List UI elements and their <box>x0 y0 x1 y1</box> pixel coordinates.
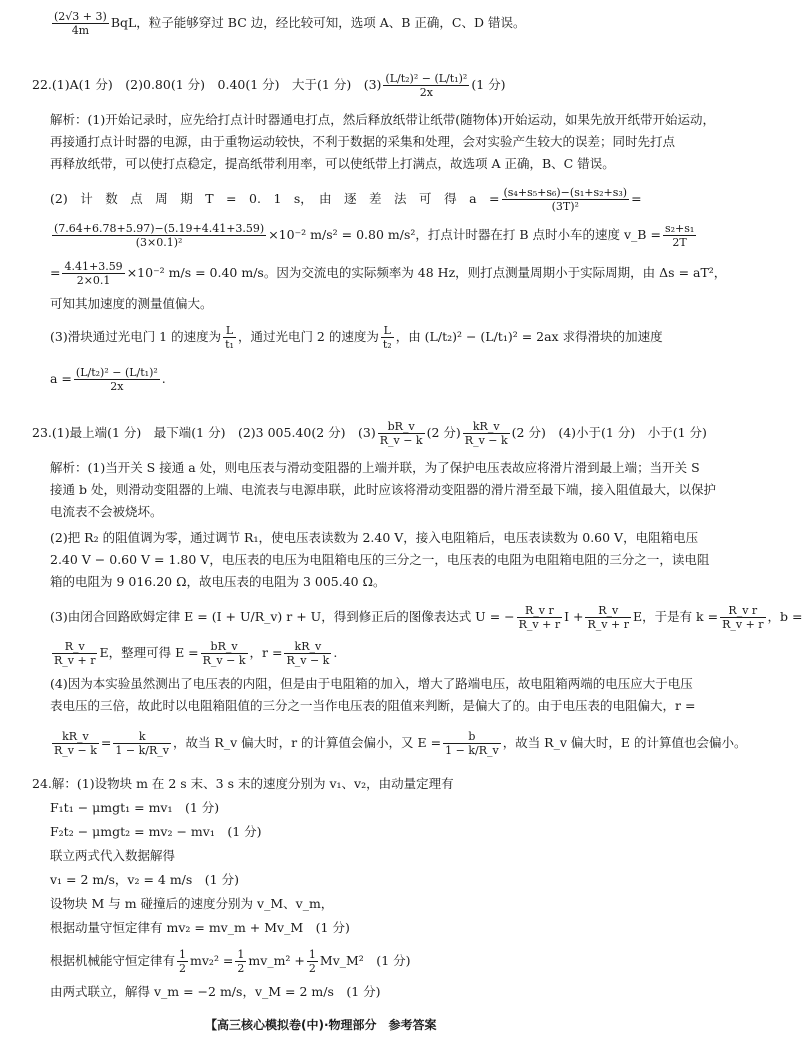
q22-p1: 解析：(1)开始记录时，应先给打点计时器通电打点，然后释放纸带让纸带(随物体)开始运动，如果先放开纸带开始运动， <box>50 112 715 127</box>
fraction: $\frac{\text{(L/t₂)² − (L/t₁)²}}{2x}$ <box>385 72 468 99</box>
q24-l4: 联立两式代入数据解得 <box>50 848 176 863</box>
q23-p7: (3)由闭合回路欧姆定律 E = (I + U/R_v) r + U，得到修正后的图像表达式 U = − $\frac{\text{R\_v r}}{R\_v + r}$ I + $\frac{R\_v}{R\_v + r}$ E，于是有 k = $\frac{\text{R\_v r}}{R\_v + r}$ ，b = <box>50 604 803 631</box>
fraction: $\frac{bR\_v}{R\_v - k}$ <box>379 420 423 447</box>
fraction: $\frac{b}{1 - k/R\_v}$ <box>445 730 499 757</box>
fraction: $\frac{kR\_v}{R\_v - k}$ <box>54 730 97 757</box>
q23-p9: (4)因为本实验虽然测出了电压表的内阻，但是由于电阻箱的加入，增大了路端电压，故电阻箱两端的电压应大于电压 <box>50 676 693 691</box>
fraction: $\frac{\text{(s₄+s₅+s₆)−(s₁+s₂+s₃)}}{\text{(3T)²}}$ <box>503 186 628 213</box>
q23-p6: 箱的电阻为 9 016.20 Ω，故电压表的电阻为 3 005.40 Ω。 <box>50 574 386 589</box>
q23-p11: $\frac{kR\_v}{R\_v - k}$ = $\frac{k}{1 - k/R\_v}$ ，故当 R_v 偏大时，r 的计算值会偏小，又 E = $\frac{b}{1 - k/R\_v}$ ，故当 R_v 偏大时，E 的计算值也会偏小。 <box>54 730 747 757</box>
q22-p9: a = $\frac{\text{(L/t₂)² − (L/t₁)²}}{2x}$ . <box>50 366 166 393</box>
q24-l9: 由两式联立，解得 v_m = −2 m/s，v_M = 2 m/s (1 分) <box>50 984 381 999</box>
q22-p4: (2) 计 数 点 周 期 T = 0. 1 s， 由 逐 差 法 可 得 a = $\frac{\text{(s₄+s₅+s₆)−(s₁+s₂+s₃)}}{\text{(3T)²}}$ = <box>50 186 642 213</box>
q23-p2: 接通 b 处，则滑动变阻器的上端、电流表与电源串联，此时应该将滑动变阻器的滑片滑至最下端，接入阻值最大，以保护 <box>50 482 716 497</box>
q22-answers: 22.(1)A(1 分) (2)0.80(1 分) 0.40(1 分) 大于(1 分) (3) $\frac{\text{(L/t₂)² − (L/t₁)²}}{2x}$ (1 分) <box>32 72 506 99</box>
q23-p10: 表电压的三倍，故此时以电阻箱阻值的三分之一当作电压表的阻值来判断，是偏大了的。由于电压表的电阻偏大，r = <box>50 698 696 713</box>
fraction: $\frac{(7.64+6.78+5.97)-(5.19+4.41+3.59)}{\text{(3×0.1)²}}$ <box>54 222 265 249</box>
page-footer: 【高三核心模拟卷(中)·物理部分 参考答案 <box>205 1018 437 1032</box>
q24-l6: 设物块 M 与 m 碰撞后的速度分别为 v_M、v_m， <box>50 896 334 911</box>
q24-l2: F₁t₁ − μmgt₁ = mv₁ (1 分) <box>50 800 220 815</box>
q23-p3: 电流表不会被烧坏。 <box>50 504 163 519</box>
q22-p3: 再释放纸带，可以使打点稳定，提高纸带利用率，可以使纸带上打满点，故选项 A 正确，B、C 错误。 <box>50 156 615 171</box>
fraction: $\frac{k}{1 - k/R\_v}$ <box>115 730 169 757</box>
q24-l7: 根据动量守恒定律有 mv₂ = mv_m + Mv_M (1 分) <box>50 920 350 935</box>
fraction: $\frac{\text{R\_v r}}{R\_v + r}$ <box>518 604 561 631</box>
q22-p7: 可知其加速度的测量值偏大。 <box>50 296 213 311</box>
fraction: $\frac{1}{2}$ <box>237 948 245 975</box>
q22-p8: (3)滑块通过光电门 1 的速度为 $\frac{L}{\text{t₁}}$ ，通过光电门 2 的速度为 $\frac{L}{\text{t₂}}$ ，由 (L/t₂)² − (L/t₁)² = 2ax 求得滑块的加速度 <box>50 324 663 351</box>
q22-p2: 再接通打点计时器的电源，由于重物运动较快，不利于数据的采集和处理，会对实验产生较大的误差；同时先打点 <box>50 134 676 149</box>
q24-l1: 24.解：(1)设物块 m 在 2 s 末、3 s 末的速度分别为 v₁、v₂，由动量定理有 <box>32 776 454 791</box>
fraction: $\frac{bR\_v}{R\_v - k}$ <box>202 640 246 667</box>
fraction: $\frac{1}{2}$ <box>308 948 316 975</box>
q24-l5: v₁ = 2 m/s，v₂ = 4 m/s (1 分) <box>50 872 239 887</box>
fraction: $\frac{1}{2}$ <box>179 948 187 975</box>
fraction: $\frac{\text{(L/t₂)² − (L/t₁)²}}{2x}$ <box>75 366 158 393</box>
fraction: $\frac{\text{s₂+s₁}}{2T}$ <box>664 222 695 249</box>
q23-p5: 2.40 V − 0.60 V = 1.80 V，电压表的电压为电阻箱电压的三分之一，电压表的电阻为电阻箱电阻的三分之一，读电阻 <box>50 552 710 567</box>
fraction: $\frac{\text{R\_v r}}{R\_v + r}$ <box>722 604 764 631</box>
fraction: $\frac{L}{\text{t₂}}$ <box>382 324 392 351</box>
fraction: $\frac{L}{\text{t₁}}$ <box>225 324 234 351</box>
fraction: $\frac{4.41+3.59}{2\times 0.1}$ <box>64 260 123 287</box>
fraction: $\frac{(2√3 + 3)}{4m}$ <box>54 10 107 37</box>
q23-p1: 解析：(1)当开关 S 接通 a 处，则电压表与滑动变阻器的上端并联，为了保护电压表故应将滑片滑到最上端；当开关 S <box>50 460 700 475</box>
q22-p5: $\frac{(7.64+6.78+5.97)-(5.19+4.41+3.59)}{\text{(3×0.1)²}}$ ×10⁻² m/s² = 0.80 m/s²，打点计时器在打 B 点时小车的速度 v_B = $\frac{\text{s₂+s₁}}{2T}$ <box>54 222 695 249</box>
q23-p8: $\frac{R\_v}{R\_v + r}$ E，整理可得 E = $\frac{bR\_v}{R\_v - k}$ ，r = $\frac{kR\_v}{R\_v - k}$ . <box>54 640 338 667</box>
q23-answers: 23.(1)最上端(1 分) 最下端(1 分) (2)3 005.40(2 分) (3) $\frac{bR\_v}{R\_v - k}$ (2 分) $\frac{kR\_v}{R\_v - k}$ (2 分) (4)小于(1 分) 小于(1 分) <box>32 420 707 447</box>
fraction: $\frac{R\_v}{R\_v + r}$ <box>587 604 629 631</box>
fraction: $\frac{R\_v}{R\_v + r}$ <box>54 640 96 667</box>
q24-l3: F₂t₂ − μmgt₂ = mv₂ − mv₁ (1 分) <box>50 824 262 839</box>
q22-p6: = $\frac{4.41+3.59}{2\times 0.1}$ ×10⁻² m/s = 0.40 m/s。因为交流电的实际频率为 48 Hz，则打点测量周期小于实际周期，由 Δs = aT²， <box>50 260 727 287</box>
fraction: $\frac{kR\_v}{R\_v - k}$ <box>464 420 508 447</box>
top-line: $\frac{(2√3 + 3)}{4m}$ BqL，粒子能够穿过 BC 边，经比较可知，选项 A、B 正确，C、D 错误。 <box>54 10 526 37</box>
q23-p4: (2)把 R₂ 的阻值调为零，通过调节 R₁，使电压表读数为 2.40 V，接入电阻箱后，电压表读数为 0.60 V，电阻箱电压 <box>50 530 699 545</box>
q24-l8: 根据机械能守恒定律有 $\frac{1}{2}$ mv₂² = $\frac{1}{2}$ mv_m² + $\frac{1}{2}$ Mv_M² (1 分) <box>50 948 411 975</box>
fraction: $\frac{kR\_v}{R\_v - k}$ <box>286 640 330 667</box>
